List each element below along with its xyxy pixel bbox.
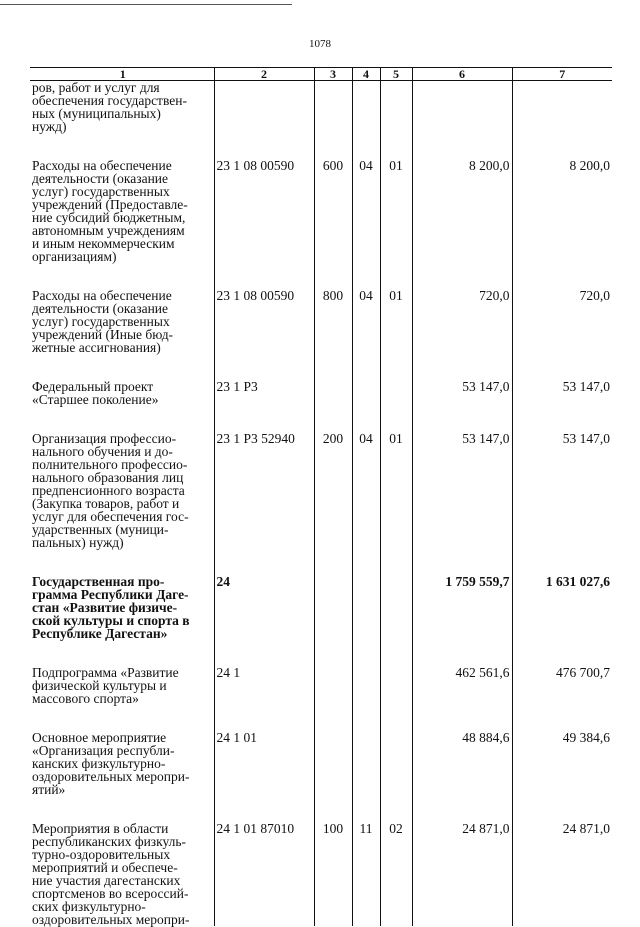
program-code-cell: 24 1 — [214, 666, 314, 731]
row-name-line: ние субсидий бюджетным, — [32, 210, 186, 225]
column-header: 6 — [412, 68, 512, 81]
row-name-line: услуг) государственных — [32, 184, 170, 199]
row-name-line: грамма Республики Даге- — [32, 587, 189, 602]
row-name-cell — [30, 289, 214, 380]
amount-year2-cell: 24 871,0 — [512, 822, 612, 926]
row-name-line: турно-оздоровительных — [32, 847, 171, 862]
section-cell — [352, 666, 380, 731]
amount-year2-cell: 720,0 — [512, 289, 612, 380]
amount-year1-cell: 53 147,0 — [412, 432, 512, 575]
amount-year2-cell: 53 147,0 — [512, 432, 612, 575]
table-row — [30, 159, 612, 289]
row-name-line: ской культуры и спорта в — [32, 613, 190, 628]
page-number: 1078 — [309, 38, 331, 50]
program-code-cell: 23 1 08 00590 — [214, 159, 314, 289]
section-cell: 11 — [352, 822, 380, 926]
row-name-line: нального образования лиц — [32, 470, 184, 485]
amount-year2-cell — [512, 81, 612, 160]
amount-year2-cell: 476 700,7 — [512, 666, 612, 731]
row-name-cell — [30, 380, 214, 432]
program-code-cell: 23 1 P3 52940 — [214, 432, 314, 575]
row-name-line: массового спорта» — [32, 691, 139, 706]
row-name-line: оздоровительных меропри- — [32, 769, 190, 784]
section-cell — [352, 380, 380, 432]
column-header: 1 — [30, 68, 214, 81]
row-name-line: (Закупка товаров, работ и — [32, 496, 180, 511]
row-name-line: Расходы на обеспечение — [32, 288, 172, 303]
column-header: 2 — [214, 68, 314, 81]
expense-type-cell: 800 — [314, 289, 352, 380]
row-name-cell — [30, 432, 214, 575]
row-name-line: и иным некоммерческим — [32, 236, 175, 251]
budget-table — [30, 67, 612, 926]
amount-year1-cell: 1 759 559,7 — [412, 575, 512, 666]
expense-type-cell: 100 — [314, 822, 352, 926]
row-name-line: Основное мероприятие — [32, 730, 167, 745]
amount-year1-cell — [412, 81, 512, 160]
amount-year2-cell: 8 200,0 — [512, 159, 612, 289]
row-name-cell — [30, 731, 214, 822]
subsection-cell: 01 — [380, 289, 412, 380]
row-name-line: канских физкультурно- — [32, 756, 166, 771]
row-name-line: ных (муниципальных) — [32, 106, 161, 121]
row-name-cell — [30, 666, 214, 731]
expense-type-cell — [314, 81, 352, 160]
expense-type-cell: 600 — [314, 159, 352, 289]
program-code-cell: 23 1 08 00590 — [214, 289, 314, 380]
amount-year1-cell: 53 147,0 — [412, 380, 512, 432]
row-name-line: автономным учреждениям — [32, 223, 185, 238]
row-name-line: жетные ассигнования) — [32, 340, 161, 355]
row-name-line: организациям) — [32, 249, 117, 264]
row-name-line: Республике Дагестан» — [32, 626, 168, 641]
row-name-cell — [30, 81, 214, 160]
subsection-cell: 01 — [380, 159, 412, 289]
row-name-line: Организация профессио- — [32, 431, 177, 446]
row-name-line: пальных) нужд) — [32, 535, 124, 550]
row-name-line: обеспечения государствен- — [32, 93, 187, 108]
section-cell: 04 — [352, 432, 380, 575]
row-name-line: нального обучения и до- — [32, 444, 173, 459]
program-code-cell: 24 1 01 87010 — [214, 822, 314, 926]
row-name-cell — [30, 822, 214, 926]
amount-year2-cell: 53 147,0 — [512, 380, 612, 432]
subsection-cell — [380, 575, 412, 666]
row-name-line: деятельности (оказание — [32, 171, 169, 186]
amount-year1-cell: 8 200,0 — [412, 159, 512, 289]
expense-type-cell: 200 — [314, 432, 352, 575]
row-name-line: мероприятий и обеспече- — [32, 860, 178, 875]
section-cell — [352, 731, 380, 822]
top-rule — [0, 4, 292, 5]
amount-year1-cell: 720,0 — [412, 289, 512, 380]
subsection-cell: 02 — [380, 822, 412, 926]
expense-type-cell — [314, 666, 352, 731]
table-row — [30, 666, 612, 731]
row-name-line: деятельности (оказание — [32, 301, 169, 316]
program-code-cell: 24 — [214, 575, 314, 666]
row-name-cell — [30, 159, 214, 289]
row-name-line: Федеральный проект — [32, 379, 154, 394]
row-name-line: стан «Развитие физиче- — [32, 600, 178, 615]
amount-year1-cell: 24 871,0 — [412, 822, 512, 926]
table-row — [30, 289, 612, 380]
row-name-line: оздоровительных меропри- — [32, 912, 190, 927]
section-cell — [352, 81, 380, 160]
subsection-cell — [380, 380, 412, 432]
table-header-row — [30, 68, 612, 81]
expense-type-cell — [314, 731, 352, 822]
table-row — [30, 731, 612, 822]
row-name-line: ров, работ и услуг для — [32, 80, 160, 95]
amount-year2-cell: 49 384,6 — [512, 731, 612, 822]
row-name-cell — [30, 575, 214, 666]
column-header: 4 — [352, 68, 380, 81]
table-row — [30, 575, 612, 666]
program-code-cell: 24 1 01 — [214, 731, 314, 822]
expense-type-cell — [314, 575, 352, 666]
row-name-line: ние участия дагестанских — [32, 873, 181, 888]
row-name-line: услуг для обеспечения гос- — [32, 509, 189, 524]
table-row — [30, 380, 612, 432]
section-cell: 04 — [352, 289, 380, 380]
expense-type-cell — [314, 380, 352, 432]
row-name-line: Подпрограмма «Развитие — [32, 665, 179, 680]
program-code-cell: 23 1 P3 — [214, 380, 314, 432]
row-name-line: ятий» — [32, 782, 66, 797]
subsection-cell — [380, 731, 412, 822]
row-name-line: республиканских физкуль- — [32, 834, 187, 849]
row-name-line: ских физкультурно- — [32, 899, 146, 914]
program-code-cell — [214, 81, 314, 160]
subsection-cell — [380, 666, 412, 731]
subsection-cell — [380, 81, 412, 160]
row-name-line: учреждений (Предоставле- — [32, 197, 188, 212]
row-name-line: Государственная про- — [32, 574, 165, 589]
section-cell: 04 — [352, 159, 380, 289]
table-row — [30, 432, 612, 575]
row-name-line: услуг) государственных — [32, 314, 170, 329]
row-name-line: «Старшее поколение» — [32, 392, 159, 407]
row-name-line: физической культуры и — [32, 678, 167, 693]
subsection-cell: 01 — [380, 432, 412, 575]
table-row — [30, 81, 612, 160]
column-header: 5 — [380, 68, 412, 81]
column-header: 7 — [512, 68, 612, 81]
column-header: 3 — [314, 68, 352, 81]
row-name-line: ударственных (муници- — [32, 522, 169, 537]
amount-year1-cell: 48 884,6 — [412, 731, 512, 822]
row-name-line: нужд) — [32, 119, 67, 134]
row-name-line: Мероприятия в области — [32, 821, 169, 836]
row-name-line: предпенсионного возраста — [32, 483, 185, 498]
table-row — [30, 822, 612, 926]
row-name-line: Расходы на обеспечение — [32, 158, 172, 173]
row-name-line: полнительного профессио- — [32, 457, 188, 472]
amount-year2-cell: 1 631 027,6 — [512, 575, 612, 666]
row-name-line: «Организация республи- — [32, 743, 175, 758]
row-name-line: спортсменов во всероссий- — [32, 886, 189, 901]
row-name-line: учреждений (Иные бюд- — [32, 327, 174, 342]
amount-year1-cell: 462 561,6 — [412, 666, 512, 731]
section-cell — [352, 575, 380, 666]
